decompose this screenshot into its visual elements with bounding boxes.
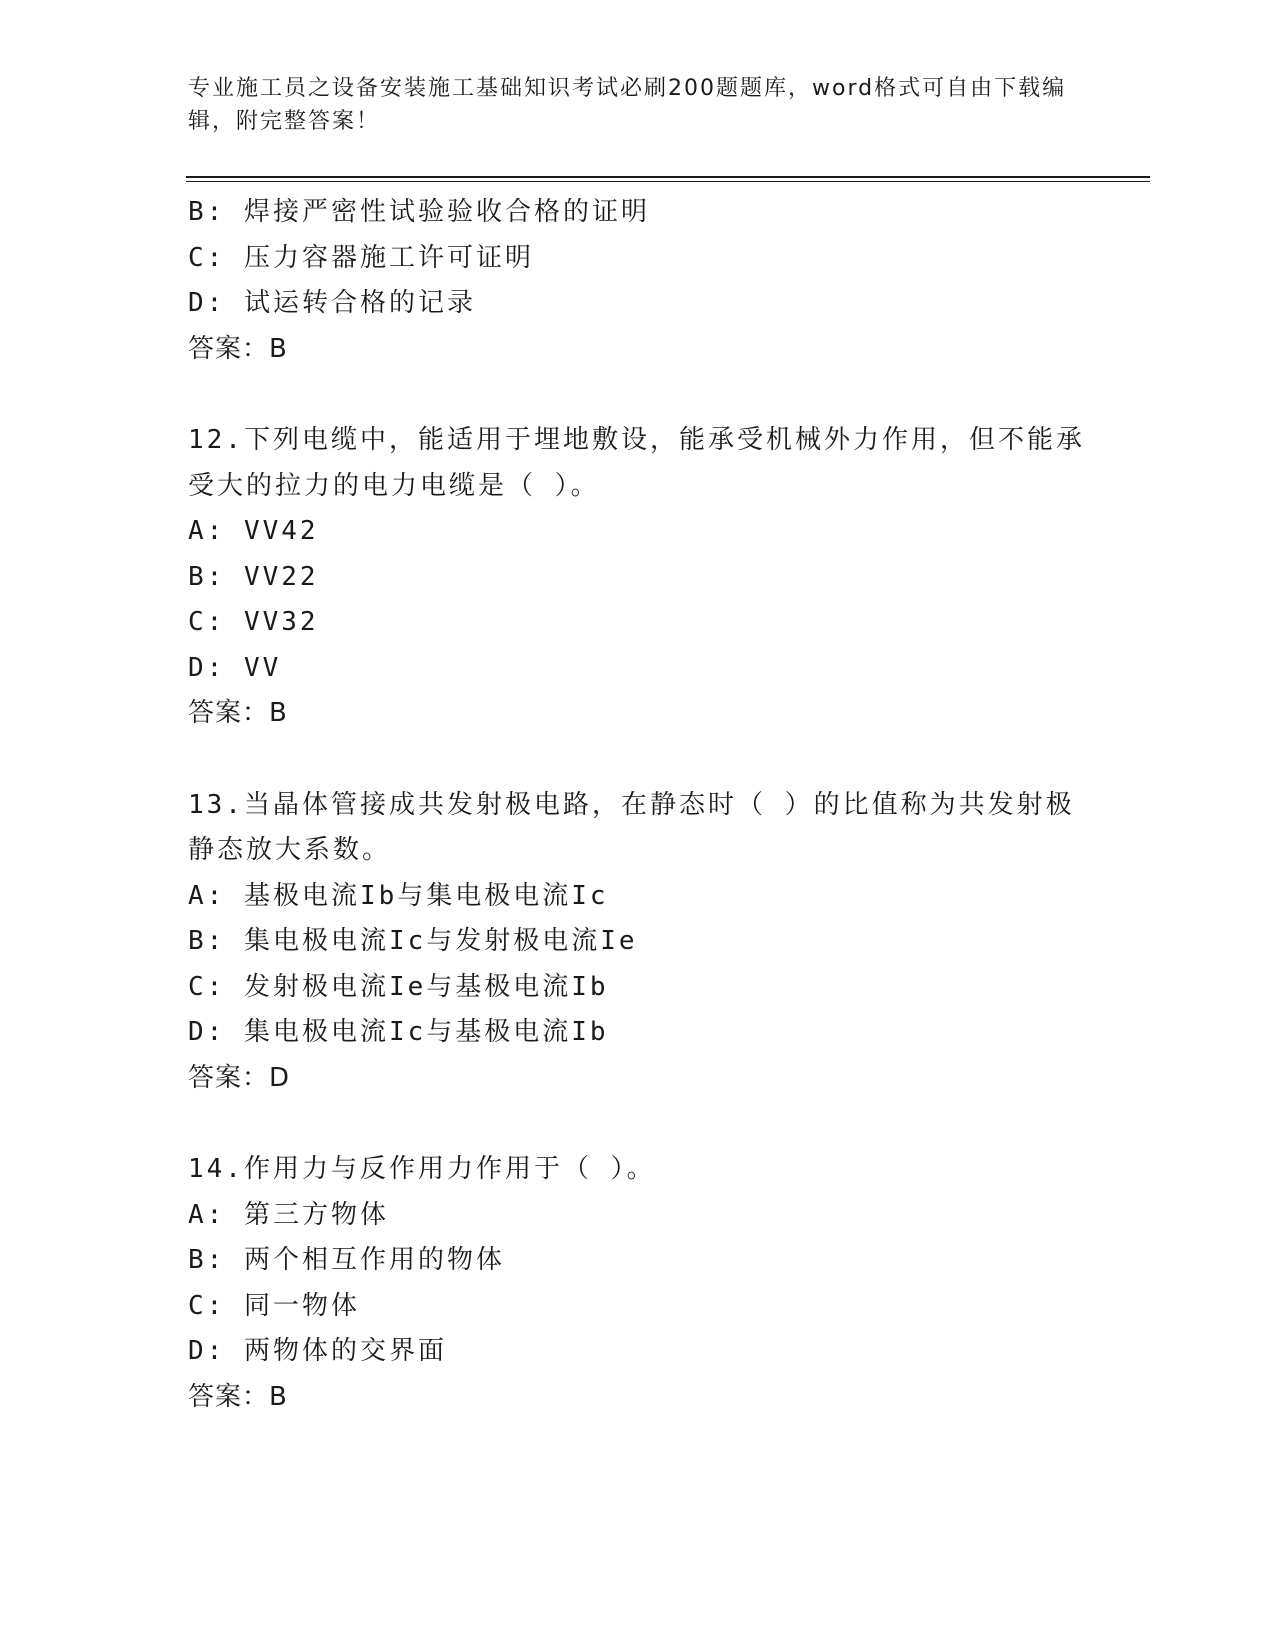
question-stem-line: 12.下列电缆中，能适用于埋地敷设，能承受机械外力作用，但不能承 <box>188 425 1085 455</box>
option-d: D: 试运转合格的记录 <box>188 288 476 318</box>
question-11-continued <box>188 190 1088 372</box>
option-b: B: 焊接严密性试验验收合格的证明 <box>188 197 650 227</box>
question-stem-line: 14.作用力与反作用力作用于（ ）。 <box>188 1154 656 1184</box>
option-b: B: VV22 <box>188 561 319 592</box>
option-c: C: 同一物体 <box>188 1290 360 1321</box>
option-d: D: 集电极电流Ic与基极电流Ib <box>188 1017 609 1047</box>
question-stem-line: 静态放大系数。 <box>188 835 392 865</box>
document-header: 专业施工员之设备安装施工基础知识考试必刷200题题库，word格式可自由下载编辑，附完整答案！ <box>188 76 1067 134</box>
option-a: A: 基极电流Ib与集电极电流Ic <box>188 880 609 911</box>
answer: 答案：B <box>188 1381 288 1412</box>
option-c: C: VV32 <box>188 607 319 637</box>
answer: 答案：B <box>188 698 288 728</box>
option-a: A: 第三方物体 <box>188 1199 389 1230</box>
option-d: D: VV <box>188 652 282 683</box>
option-d: D: 两物体的交界面 <box>188 1336 447 1366</box>
question-stem-line: 13.当晶体管接成共发射极电路，在静态时（ ）的比值称为共发射极 <box>188 789 1075 820</box>
option-b: B: 两个相互作用的物体 <box>188 1245 505 1275</box>
answer: 答案：B <box>188 333 288 364</box>
header-divider <box>186 176 1150 182</box>
option-c: C: 发射极电流Ie与基极电流Ib <box>188 971 609 1002</box>
question-14 <box>188 1147 1088 1420</box>
answer: 答案：D <box>188 1062 291 1093</box>
question-stem-line: 受大的拉力的电力电缆是（ ）。 <box>188 470 600 501</box>
question-list <box>188 190 1088 1420</box>
option-a: A: VV42 <box>188 516 319 546</box>
option-c: C: 压力容器施工许可证明 <box>188 242 534 273</box>
question-12 <box>188 418 1088 737</box>
question-13 <box>188 783 1088 1102</box>
option-b: B: 集电极电流Ic与发射极电流Ie <box>188 926 638 956</box>
